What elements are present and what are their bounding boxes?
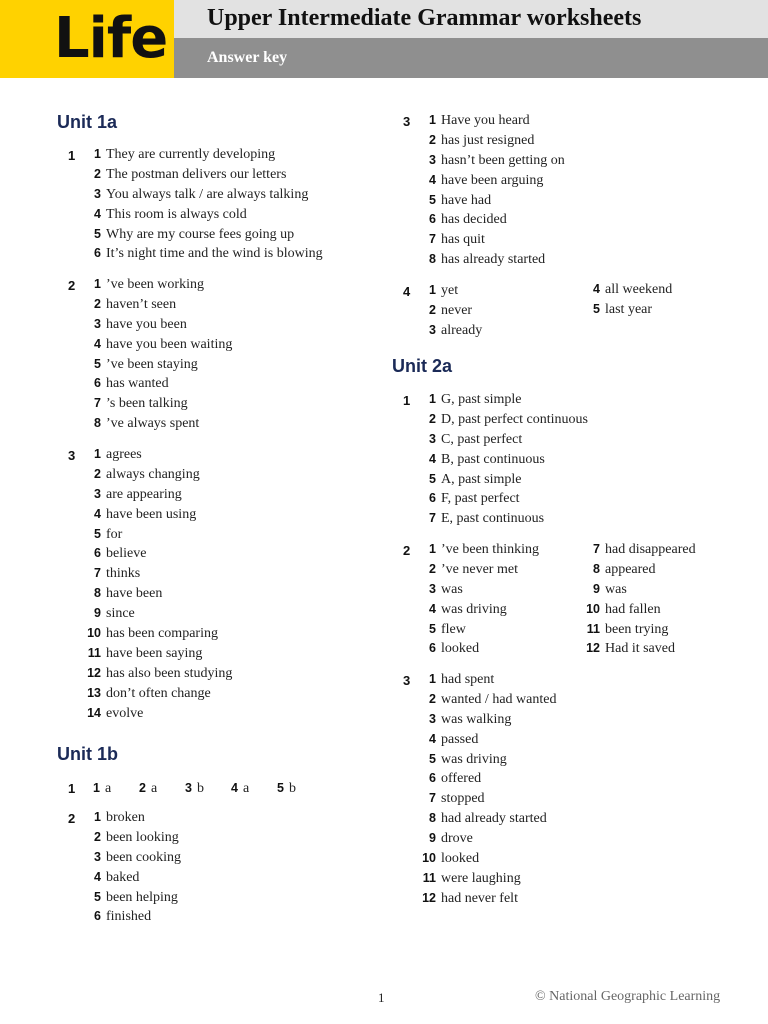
answer-number: 3 <box>429 431 436 446</box>
answer-text: looked <box>441 851 480 867</box>
answer-text: stopped <box>441 791 485 807</box>
answer-number: 10 <box>422 851 436 866</box>
answer-number: 6 <box>429 641 436 656</box>
answer-number: 1 <box>429 672 436 686</box>
life-logo <box>0 0 174 78</box>
answer-text: baked <box>106 869 140 885</box>
answer-text: a <box>242 781 250 796</box>
answer-number: 11 <box>422 870 436 885</box>
answer-text: been trying <box>605 621 669 637</box>
answer-text: was driving <box>441 601 507 617</box>
answer-text: haven’t seen <box>106 296 177 312</box>
copyright-notice: © National Geographic Learning <box>535 989 721 1004</box>
answer-number: 14 <box>87 705 101 720</box>
answer-text: hasn’t been getting on <box>441 152 565 168</box>
answer-number: 7 <box>593 542 600 556</box>
answer-text: been cooking <box>106 849 182 865</box>
answer-number: 5 <box>94 356 101 371</box>
answer-text: already <box>441 322 483 338</box>
answer-text: ’ve never met <box>441 561 518 577</box>
answer-text: ’ve been thinking <box>441 542 539 557</box>
answer-number: 4 <box>429 601 436 616</box>
answer-text: been looking <box>106 829 179 845</box>
answer-number: 2 <box>429 411 436 426</box>
answer-number: 2 <box>94 466 101 481</box>
answer-number: 6 <box>429 491 436 506</box>
answer-item <box>185 778 204 799</box>
answer-text: been helping <box>106 889 178 905</box>
answer-text: evolve <box>106 705 144 721</box>
page-number: 1 <box>378 990 385 1005</box>
exercise-number: 1 <box>68 781 76 796</box>
answer-number: 2 <box>94 166 101 181</box>
answer-number: 1 <box>94 447 101 461</box>
answer-number: 5 <box>277 781 284 795</box>
answer-text: yet <box>441 283 459 298</box>
exercise-number: 2 <box>68 811 76 826</box>
answer-text: flew <box>441 621 466 637</box>
answer-text: never <box>441 302 473 318</box>
answer-text: for <box>106 526 123 542</box>
answer-text: appeared <box>605 561 656 577</box>
answer-text: had fallen <box>605 601 661 617</box>
answer-number: 8 <box>94 586 101 601</box>
answer-text: b <box>196 781 204 796</box>
answer-number: 2 <box>94 829 101 844</box>
answer-number: 2 <box>429 302 436 317</box>
exercise-number: 4 <box>403 284 411 299</box>
answer-number: 3 <box>94 486 101 501</box>
answer-text: agrees <box>106 447 142 462</box>
answer-number: 8 <box>94 416 101 431</box>
answer-number: 1 <box>94 277 101 291</box>
exercise-number: 3 <box>403 114 411 129</box>
answer-number: 3 <box>94 849 101 864</box>
answer-text: ’s been talking <box>106 396 188 412</box>
answer-text: have been saying <box>106 645 203 661</box>
answer-number: 9 <box>94 606 101 621</box>
answer-number: 8 <box>429 811 436 826</box>
answer-text: E, past continuous <box>441 511 545 527</box>
answer-number: 12 <box>87 665 101 680</box>
answer-text: The postman delivers our letters <box>106 166 287 182</box>
answer-number: 4 <box>94 869 101 884</box>
answer-text: had disappeared <box>605 542 696 557</box>
answer-number: 3 <box>429 581 436 596</box>
answer-number: 4 <box>94 506 101 521</box>
answer-text: believe <box>106 546 147 562</box>
answer-number: 2 <box>429 561 436 576</box>
answer-text: have you been waiting <box>106 336 233 352</box>
answer-text: was <box>605 581 627 597</box>
answer-text: has already started <box>441 252 546 268</box>
answer-text: have you been <box>106 316 187 332</box>
answer-text: b <box>288 781 296 796</box>
answer-number: 1 <box>429 283 436 297</box>
answer-text: were laughing <box>441 870 521 886</box>
answer-text: a <box>104 781 112 796</box>
answer-number: 7 <box>429 232 436 247</box>
exercise-number: 1 <box>68 148 76 163</box>
answer-number: 2 <box>429 691 436 706</box>
answer-text: last year <box>605 301 653 317</box>
answer-number: 13 <box>87 685 101 700</box>
subtitle-bar <box>174 38 768 78</box>
answer-text: Have you heard <box>441 113 530 128</box>
answer-text: looked <box>441 641 480 657</box>
unit-heading: Unit 1b <box>57 744 118 764</box>
answer-text: D, past perfect continuous <box>441 411 588 427</box>
exercise-number: 3 <box>68 448 76 463</box>
answer-number: 5 <box>94 526 101 541</box>
answer-number: 3 <box>429 152 436 167</box>
answer-number: 7 <box>429 791 436 806</box>
answer-number: 5 <box>429 192 436 207</box>
answer-number: 5 <box>429 471 436 486</box>
answer-number: 6 <box>429 771 436 786</box>
answer-text: don’t often change <box>106 685 211 701</box>
answer-number: 4 <box>94 336 101 351</box>
exercise-number: 2 <box>403 543 411 558</box>
exercise-number: 1 <box>403 393 411 408</box>
answer-text: passed <box>441 731 479 747</box>
answer-text: has just resigned <box>441 132 535 148</box>
answer-number: 5 <box>94 226 101 241</box>
answer-text: ’ve been staying <box>106 356 198 372</box>
answer-number: 12 <box>422 890 436 905</box>
answer-number: 3 <box>429 711 436 726</box>
exercise-number: 2 <box>68 278 76 293</box>
answer-number: 5 <box>429 621 436 636</box>
answer-text: offered <box>441 771 482 787</box>
title-bar <box>174 0 768 38</box>
answer-text: a <box>150 781 158 796</box>
answer-text: was walking <box>441 711 512 727</box>
answer-text: B, past continuous <box>441 451 545 467</box>
answer-text: C, past perfect <box>441 431 523 447</box>
answer-number: 9 <box>429 831 436 846</box>
answer-number: 1 <box>429 113 436 127</box>
answer-number: 6 <box>94 909 101 924</box>
answer-number: 1 <box>429 542 436 556</box>
answer-number: 4 <box>429 731 436 746</box>
answer-text: have been using <box>106 506 197 522</box>
answer-text: had never felt <box>441 890 518 906</box>
answer-number: 12 <box>586 641 600 656</box>
answer-number: 10 <box>87 626 101 641</box>
answer-number: 3 <box>429 322 436 337</box>
answer-number: 4 <box>593 282 600 296</box>
answer-number: 11 <box>87 645 101 660</box>
answer-number: 7 <box>429 511 436 526</box>
answer-text: have had <box>441 192 492 208</box>
answer-number: 11 <box>586 621 600 636</box>
answer-text: wanted / had wanted <box>441 691 557 707</box>
answer-number: 10 <box>586 601 600 616</box>
answer-number: 5 <box>593 301 600 316</box>
answer-text: ’ve always spent <box>106 416 200 432</box>
answer-text: had already started <box>441 811 547 827</box>
answer-text: Had it saved <box>605 641 675 657</box>
unit-heading: Unit 2a <box>392 356 453 376</box>
answer-text: This room is always cold <box>106 206 247 222</box>
answer-text: They are currently developing <box>106 147 276 162</box>
answer-number: 4 <box>429 172 436 187</box>
answer-number: 3 <box>185 781 192 795</box>
answer-number: 6 <box>94 376 101 391</box>
answer-number: 3 <box>94 186 101 201</box>
answer-text: thinks <box>106 566 141 582</box>
answer-text: F, past perfect <box>441 491 520 507</box>
answer-text: A, past simple <box>441 471 522 487</box>
answer-text: since <box>106 606 135 622</box>
answer-text: have been arguing <box>441 172 544 188</box>
answer-item <box>231 778 249 799</box>
answer-number: 3 <box>94 316 101 331</box>
answer-text: has been comparing <box>106 626 218 642</box>
answer-text: has also been studying <box>106 665 233 681</box>
answer-text: has wanted <box>106 376 169 392</box>
logo-text: Life <box>54 6 168 71</box>
answer-number: 4 <box>94 206 101 221</box>
answer-number: 5 <box>429 751 436 766</box>
answer-number: 9 <box>593 581 600 596</box>
answer-text: always changing <box>106 466 200 482</box>
answer-text: drove <box>441 831 473 847</box>
answer-text: Why are my course fees going up <box>106 226 295 242</box>
answer-number: 6 <box>94 546 101 561</box>
answer-text: was driving <box>441 751 507 767</box>
answer-text: It’s night time and the wind is blowing <box>106 246 323 262</box>
answer-item <box>93 778 111 799</box>
answer-number: 1 <box>93 781 100 795</box>
answer-number: 2 <box>94 296 101 311</box>
answer-number: 7 <box>94 566 101 581</box>
answer-item <box>139 778 157 799</box>
page-subtitle: Answer key <box>207 49 288 66</box>
answer-number: 5 <box>94 889 101 904</box>
answer-number: 6 <box>429 212 436 227</box>
page-title: Upper Intermediate Grammar worksheets <box>207 5 642 31</box>
answer-text: has decided <box>441 212 507 228</box>
answer-text: was <box>441 581 463 597</box>
unit-heading: Unit 1a <box>57 112 118 132</box>
answer-text: all weekend <box>605 282 673 297</box>
answer-number: 4 <box>231 781 238 795</box>
answer-number: 7 <box>94 396 101 411</box>
answer-item <box>277 778 296 799</box>
answer-text: You always talk / are always talking <box>106 186 309 202</box>
answer-number: 1 <box>429 392 436 406</box>
answer-text: has quit <box>441 232 485 248</box>
answer-text: ’ve been working <box>106 277 204 292</box>
answer-text: had spent <box>441 672 495 687</box>
answer-text: G, past simple <box>441 392 522 407</box>
answer-text: are appearing <box>106 486 182 502</box>
answer-number: 4 <box>429 451 436 466</box>
answer-text: finished <box>106 909 152 925</box>
answer-number: 1 <box>94 147 101 161</box>
answer-text: have been <box>106 586 163 602</box>
answer-number: 6 <box>94 246 101 261</box>
answer-number: 8 <box>429 252 436 267</box>
answer-number: 1 <box>94 810 101 824</box>
answer-number: 2 <box>139 781 146 795</box>
exercise-number: 3 <box>403 673 411 688</box>
answer-text: broken <box>106 810 145 825</box>
answer-number: 8 <box>593 561 600 576</box>
answer-number: 2 <box>429 132 436 147</box>
